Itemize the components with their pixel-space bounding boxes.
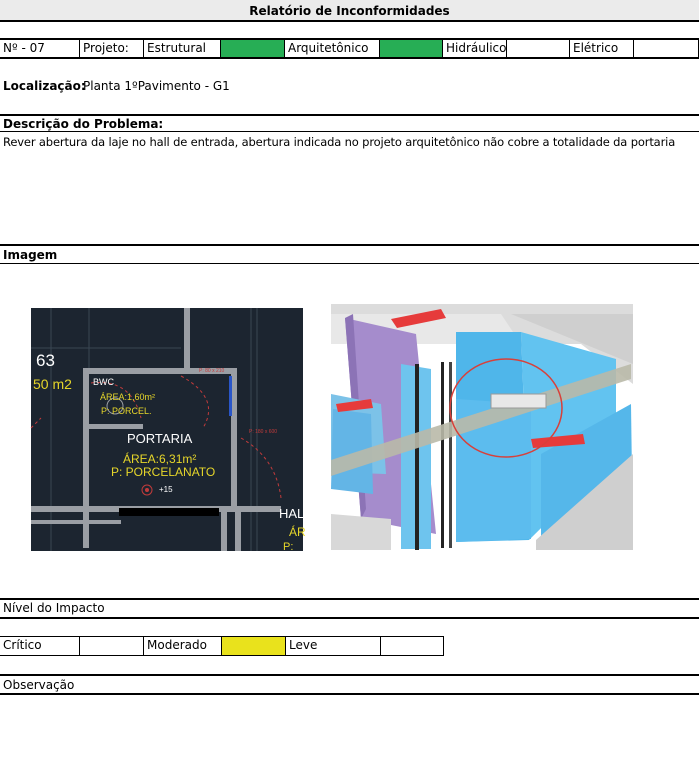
report-number: Nº - 07 (0, 40, 80, 57)
impact-critico-label: Crítico (0, 637, 80, 655)
impact-row (0, 636, 444, 656)
divider (0, 693, 699, 695)
floor-plan-image (31, 308, 306, 553)
impact-critico-mark (80, 637, 144, 655)
plan-hall-floor: P: (283, 541, 294, 553)
plan-door-1: P: 80 x 210 (199, 368, 225, 374)
divider (0, 244, 699, 246)
problem-text: Rever abertura da laje no hall de entrada, abertura indicada no projeto arquitetônico não cobre a totalidade da portaria (3, 135, 676, 149)
project-label: Projeto: (80, 40, 144, 57)
plan-bwc-floor: P: PORCEL. (101, 406, 152, 416)
discipline-hidraulico-label: Hidráulico (443, 40, 507, 57)
plan-hall-area: ÁR (289, 525, 306, 539)
discipline-arquitetonico-mark (380, 40, 443, 57)
discipline-arquitetonico-label: Arquitetônico (285, 40, 380, 57)
model-3d-image (331, 304, 633, 550)
plan-hall-label: HAL (279, 506, 305, 521)
location-label: Localização: (3, 79, 86, 93)
impact-moderado-label: Moderado (144, 637, 222, 655)
discipline-hidraulico-mark (507, 40, 570, 57)
plan-bwc-label: BWC (93, 377, 114, 387)
plan-room-number: 63 (36, 351, 55, 370)
divider (0, 598, 699, 600)
impact-leve-mark (381, 637, 444, 655)
plan-portaria-area: ÁREA:6,31m² (123, 452, 197, 466)
plan-level: +15 (159, 485, 173, 494)
divider (0, 57, 699, 59)
impact-moderado-mark (222, 637, 286, 655)
plan-portaria-label: PORTARIA (127, 431, 193, 446)
discipline-estrutural-mark (221, 40, 285, 57)
divider (0, 674, 699, 676)
impact-leve-label: Leve (286, 637, 381, 655)
divider (0, 263, 699, 264)
divider (0, 617, 699, 619)
problem-heading: Descrição do Problema: (3, 117, 164, 131)
observation-heading: Observação (3, 678, 75, 692)
plan-room-area: 50 m2 (33, 376, 72, 392)
plan-bwc-area: ÁREA:1,60m² (100, 392, 156, 402)
image-heading: Imagem (3, 248, 58, 262)
discipline-row (0, 40, 699, 57)
divider (0, 114, 699, 116)
discipline-estrutural-label: Estrutural (144, 40, 221, 57)
impact-heading: Nível do Impacto (3, 601, 105, 615)
report-title: Relatório de Inconformidades (249, 4, 450, 18)
location-value: Planta 1ºPavimento - G1 (83, 79, 230, 93)
plan-door-2: P: 180 x 600 (249, 429, 278, 435)
divider (0, 131, 699, 132)
discipline-eletrico-mark (634, 40, 699, 57)
discipline-eletrico-label: Elétrico (570, 40, 634, 57)
plan-portaria-floor: P: PORCELANATO (111, 465, 216, 479)
